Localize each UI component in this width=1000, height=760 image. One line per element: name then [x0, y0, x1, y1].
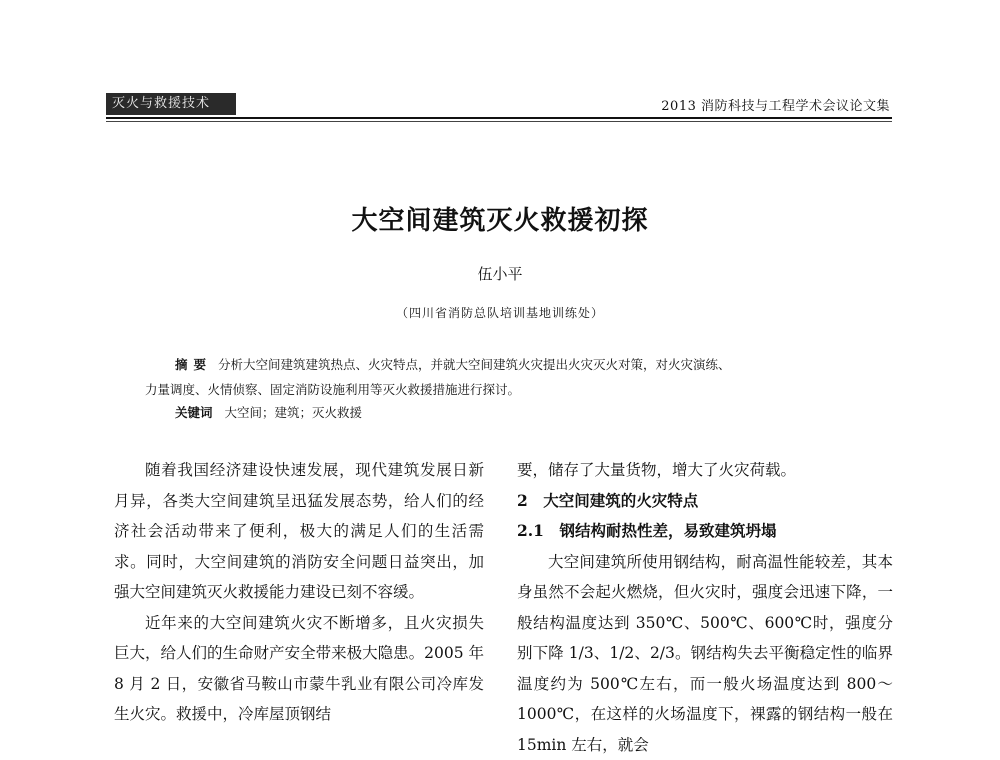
- keywords: [175, 403, 362, 421]
- author: 伍小平: [0, 263, 1000, 284]
- paragraph: 随着我国经济建设快速发展，现代建筑发展日新月异，各类大空间建筑呈迅猛发展态势，给人们的经济社会活动带来了便利，极大的满足人们的生活需求。同时，大空间建筑的消防安全问题日益突出，加强大空间建筑灭火救援能力建设已刻不容缓。: [114, 455, 484, 608]
- abstract-line-2: 力量调度、火情侦察、固定消防设施利用等灭火救援措施进行探讨。: [145, 377, 870, 402]
- keywords-text: 大空间；建筑；灭火救援: [225, 405, 363, 420]
- section-heading: 2 大空间建筑的火灾特点: [517, 486, 893, 517]
- abstract-line-1: [145, 352, 870, 377]
- left-column: [114, 455, 484, 730]
- keywords-label: 关键词: [175, 405, 213, 420]
- subsection-heading: 2.1 钢结构耐热性差，易致建筑坍塌: [517, 516, 893, 547]
- paragraph: 大空间建筑所使用钢结构，耐高温性能较差，其本身虽然不会起火燃烧，但火灾时，强度会迅速下降，一般结构温度达到 350℃、500℃、600℃时，强度分别下降 1/3、1/2、2/3。钢结构失去平衡稳定性的临界温度约为 500℃左右，而一般火场温度达到 800～1000℃，在这样的火场温度下，裸露的钢结构一般在 15min 左右，就会: [517, 547, 893, 760]
- abstract: [145, 352, 870, 402]
- header-rule: [106, 117, 892, 119]
- abstract-label: 摘要: [175, 357, 212, 372]
- proceedings-title: 2013 消防科技与工程学术会议论文集: [661, 95, 890, 114]
- paragraph-continuation: 要，储存了大量货物，增大了火灾荷载。: [517, 455, 893, 486]
- right-column: [517, 455, 893, 760]
- paragraph: 近年来的大空间建筑火灾不断增多，且火灾损失巨大，给人们的生命财产安全带来极大隐患。2005 年 8 月 2 日，安徽省马鞍山市蒙牛乳业有限公司冷库发生火灾。救援中，冷库屋顶钢结: [114, 608, 484, 730]
- abstract-text-1: 分析大空间建筑建筑热点、火灾特点，并就大空间建筑火灾提出火灾灭火对策，对火灾演练、: [218, 357, 731, 372]
- section-tag: 灭火与救援技术: [106, 93, 236, 115]
- header-rule-thin: [106, 121, 892, 122]
- affiliation: （四川省消防总队培训基地训练处）: [0, 304, 1000, 321]
- paper-title: 大空间建筑灭火救援初探: [0, 200, 1000, 237]
